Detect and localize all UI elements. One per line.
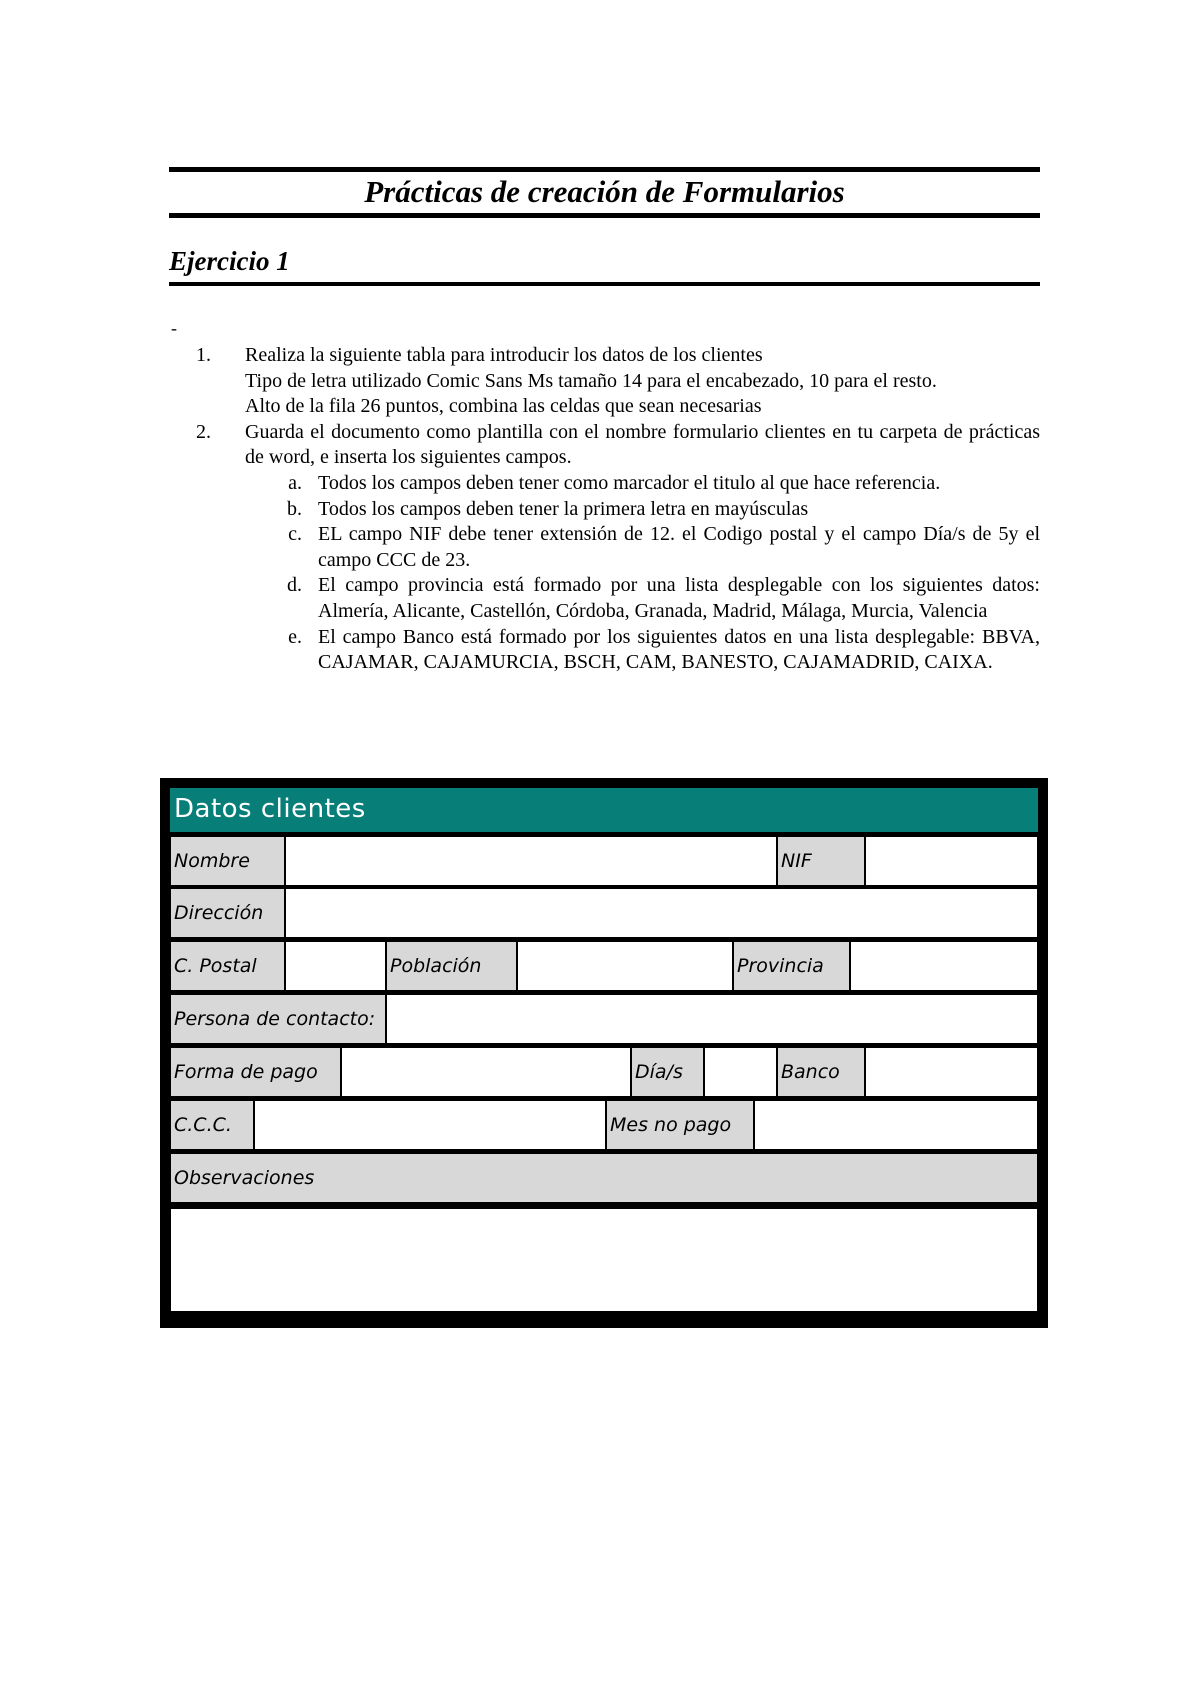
title-rule-bottom <box>169 213 1040 218</box>
direccion-field[interactable] <box>285 888 1038 938</box>
subitem-text: EL campo NIF debe tener extensión de 12. el Codigo postal y el campo Día/s de 5y el campo CCC de 23. <box>318 523 1040 571</box>
form-row <box>170 1153 1038 1203</box>
forma-pago-field[interactable] <box>341 1047 631 1097</box>
form-row <box>170 941 1038 991</box>
title-rule-top <box>169 167 1040 172</box>
subitem-a <box>288 471 1040 497</box>
instruction-item-2 <box>169 420 1040 471</box>
instruction-line: Alto de la fila 26 puntos, combina las celdas que sean necesarias <box>245 395 762 418</box>
subitem-letter: a. <box>288 471 302 494</box>
item-number: 2. <box>196 420 211 443</box>
subitem-letter: c. <box>288 523 302 546</box>
contacto-field[interactable] <box>386 994 1038 1044</box>
form-row <box>170 1047 1038 1097</box>
label-mes-no-pago: Mes no pago <box>606 1100 754 1150</box>
nombre-field[interactable] <box>285 836 777 886</box>
label-poblacion: Población <box>386 941 517 991</box>
form-row <box>170 836 1038 886</box>
subitem-letter: d. <box>287 574 302 597</box>
label-forma-pago: Forma de pago <box>170 1047 341 1097</box>
instruction-line: Tipo de letra utilizado Comic Sans Ms tamaño 14 para el encabezado, 10 para el resto. <box>245 369 937 392</box>
form-table <box>170 788 1038 1318</box>
banco-dropdown[interactable] <box>865 1047 1038 1097</box>
subitem-d <box>287 573 1040 624</box>
subitem-text: Todos los campos deben tener la primera letra en mayúsculas <box>318 497 809 520</box>
subitem-letter: b. <box>287 497 302 520</box>
label-direccion: Dirección <box>170 888 285 938</box>
form-row <box>170 1100 1038 1150</box>
poblacion-field[interactable] <box>517 941 733 991</box>
mes-no-pago-field[interactable] <box>754 1100 1038 1150</box>
client-form <box>160 778 1048 1328</box>
label-nombre: Nombre <box>170 836 285 886</box>
subitem-text: El campo provincia está formado por una lista desplegable con los siguientes datos: Almería, Alicante, Castellón, Córdoba, Granada, Madrid, Málaga, Murcia, Valencia <box>318 574 1040 622</box>
instruction-subitems <box>287 471 1040 676</box>
dias-field[interactable] <box>704 1047 777 1097</box>
subitem-text: Todos los campos deben tener como marcador el titulo al que hace referencia. <box>318 471 941 494</box>
label-banco: Banco <box>777 1047 865 1097</box>
label-provincia: Provincia <box>733 941 850 991</box>
document-title: Prácticas de creación de Formularios <box>364 174 845 209</box>
provincia-dropdown[interactable] <box>850 941 1038 991</box>
exercise-heading: Ejercicio 1 <box>169 246 290 276</box>
subitem-b <box>287 497 1040 523</box>
exercise-rule <box>169 282 1040 286</box>
form-header <box>170 788 1038 832</box>
ccc-field[interactable] <box>254 1100 606 1150</box>
label-nif: NIF <box>777 836 865 886</box>
form-row <box>170 888 1038 938</box>
form-row <box>170 994 1038 1044</box>
subitem-text: El campo Banco está formado por los siguientes datos en una lista desplegable: BBVA, CAJAMAR, CAJAMURCIA, BSCH, CAM, BANESTO, CAJAMADRID, CAIXA. <box>318 625 1040 674</box>
label-cpostal: C. Postal <box>170 941 285 991</box>
label-observaciones: Observaciones <box>170 1153 1038 1203</box>
instruction-list <box>169 343 1040 676</box>
instruction-text: Guarda el documento como plantilla con el nombre formulario clientes en tu carpeta de prácticas de word, e inserta los siguientes campos. <box>245 420 1040 469</box>
cpostal-field[interactable] <box>285 941 386 991</box>
label-dias: Día/s <box>631 1047 704 1097</box>
form-title: Datos clientes <box>174 794 366 824</box>
subitem-c <box>288 522 1040 573</box>
observaciones-textarea[interactable] <box>170 1208 1038 1312</box>
label-ccc: C.C.C. <box>170 1100 254 1150</box>
instruction-item-1 <box>169 343 1040 420</box>
subitem-e <box>288 625 1040 676</box>
subitem-letter: e. <box>288 625 302 648</box>
item-number: 1. <box>196 344 211 366</box>
nif-field[interactable] <box>865 836 1038 886</box>
label-contacto: Persona de contacto: <box>170 994 386 1044</box>
instruction-line: Realiza la siguiente tabla para introducir los datos de los clientes <box>245 344 763 366</box>
stray-mark: - <box>171 318 177 338</box>
